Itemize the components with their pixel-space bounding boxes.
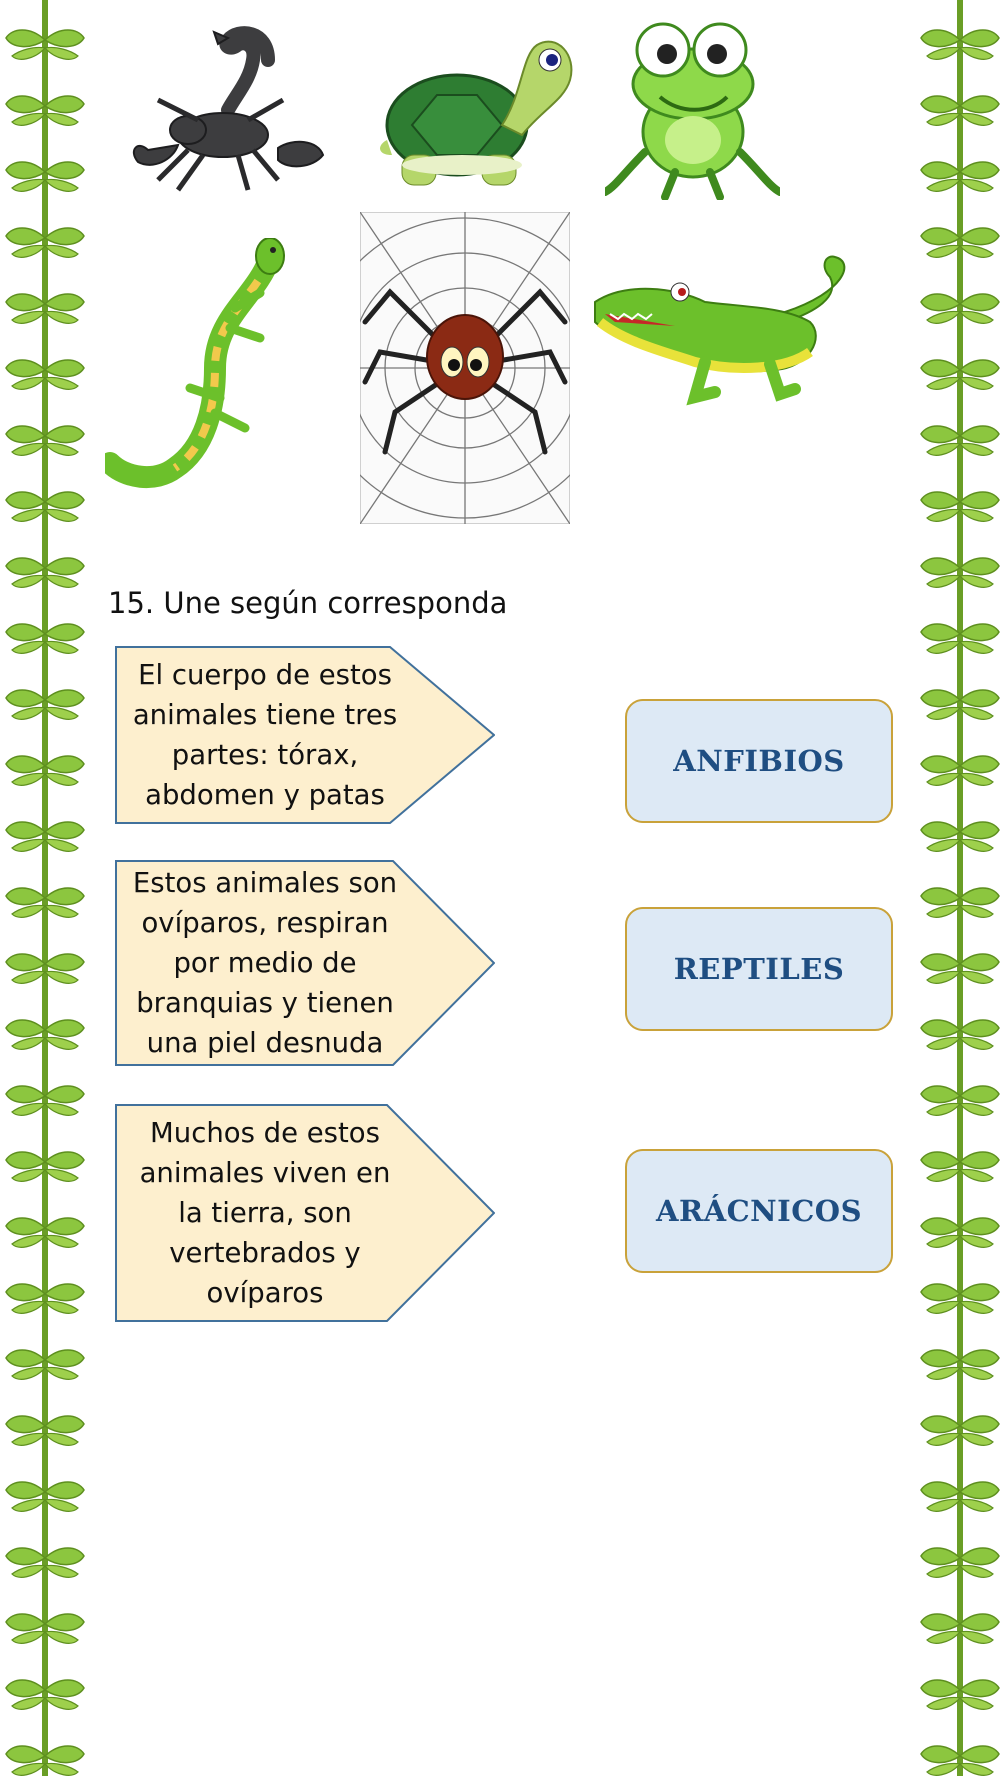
description-text: El cuerpo de estos animales tiene tres partes: tórax, abdomen y patas bbox=[132, 659, 398, 811]
frog-icon bbox=[605, 12, 780, 200]
vine-icon bbox=[0, 0, 90, 1776]
description-text: Muchos de estos animales viven en la tierra, son vertebrados y ovíparos bbox=[139, 1117, 391, 1309]
left-vine-border bbox=[0, 0, 90, 1776]
category-box-anfibios[interactable]: ANFIBIOS bbox=[625, 699, 893, 823]
lizard-icon bbox=[105, 238, 290, 493]
description-card-1[interactable] bbox=[115, 646, 495, 824]
description-card-2[interactable] bbox=[115, 860, 495, 1066]
question-instruction: 15. Une según corresponda bbox=[108, 586, 508, 620]
description-card-3[interactable] bbox=[115, 1104, 495, 1322]
description-text: Estos animales son ovíparos, respiran por medio de branquias y tienen una piel desnuda bbox=[132, 867, 398, 1059]
category-box-aracnicos[interactable]: ARÁCNICOS bbox=[625, 1149, 893, 1273]
turtle-icon bbox=[372, 15, 577, 190]
crocodile-icon bbox=[585, 252, 860, 407]
right-vine-border bbox=[915, 0, 1000, 1776]
category-box-reptiles[interactable]: REPTILES bbox=[625, 907, 893, 1031]
vine-icon bbox=[915, 0, 1000, 1776]
scorpion-icon bbox=[118, 20, 338, 200]
spider-web-icon bbox=[360, 212, 570, 524]
